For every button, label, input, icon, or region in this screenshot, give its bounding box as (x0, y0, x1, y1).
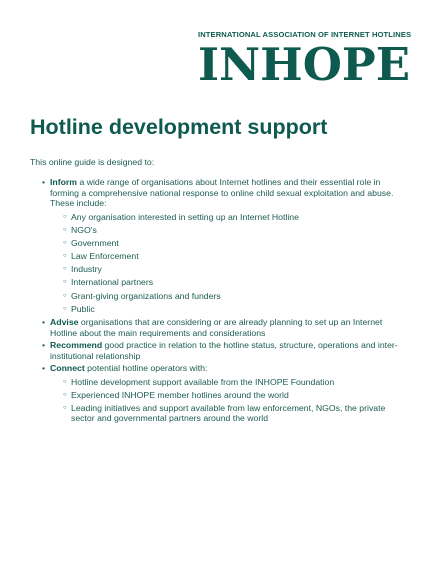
list-item (30, 340, 400, 361)
sub-list-item: ○ Leading initiatives and support available from law enforcement, NGOs, the private sector and governmental partners around the world (50, 403, 400, 424)
item-text: potential hotline operators with: (84, 363, 208, 373)
page-title: Hotline development support (30, 115, 328, 139)
sub-list-item: ○ Any organisation interested in setting up an Internet Hotline (50, 212, 400, 223)
association-name: INTERNATIONAL ASSOCIATION OF INTERNET HOTLINES (198, 30, 412, 39)
main-list (30, 177, 400, 424)
sub-list-item: ○ NGO's (50, 225, 400, 236)
item-text: organisations that are considering or are already planning to set up an Internet Hotline about the main requirements and considerations (50, 317, 383, 338)
list-item (30, 177, 400, 314)
item-keyword: Inform (50, 177, 78, 187)
sub-list-item: ○ Industry (50, 264, 400, 275)
item-keyword: Advise (50, 317, 79, 327)
sub-list-item: ○ Government (50, 238, 400, 249)
sub-list (50, 212, 400, 315)
sub-list-item: ○ Public (50, 304, 400, 315)
item-keyword: Connect (50, 363, 85, 373)
item-text: good practice in relation to the hotline status, structure, operations and inter-institutional relationship (50, 340, 398, 361)
header (198, 30, 416, 89)
intro-text: This online guide is designed to: (30, 157, 155, 167)
sub-list-item: ○ International partners (50, 277, 400, 288)
item-keyword: Recommend (50, 340, 103, 350)
sub-list-item: ○ Law Enforcement (50, 251, 400, 262)
sub-list-item: ○ Grant-giving organizations and funders (50, 291, 400, 302)
item-text: a wide range of organisations about Internet hotlines and their essential role in forming a comprehensive national response to online child sexual exploitation and abuse. These include: (50, 177, 394, 208)
sub-list-item: ○ Hotline development support available from the INHOPE Foundation (50, 377, 400, 388)
sub-list-item: ○ Experienced INHOPE member hotlines around the world (50, 390, 400, 401)
sub-list (50, 377, 400, 424)
list-item (30, 363, 400, 424)
list-item (30, 317, 400, 338)
guide-purpose-list (30, 177, 400, 427)
inhope-logo[interactable]: INHOPE (198, 38, 411, 91)
